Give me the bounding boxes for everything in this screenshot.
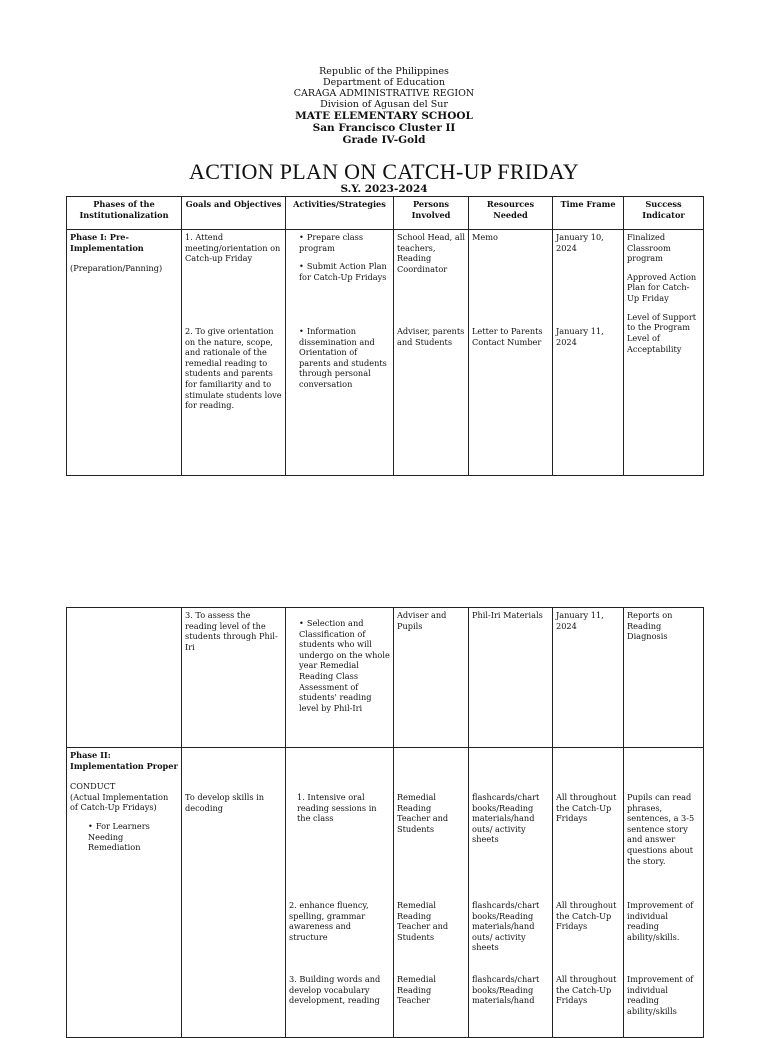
success-6: Improvement of individual reading ability/skills [627,974,694,1016]
phase1-subtitle: (Preparation/Panning) [70,263,163,274]
table-row [67,748,704,1038]
success-5: Improvement of individual reading ability/skills. [627,900,694,942]
resources-6: flashcards/chart books/Reading materials/hand [472,974,540,1006]
persons-6: Remedial Reading Teacher [397,974,436,1006]
success-cell [624,608,704,748]
resources-3: Phil-Iri Materials [472,610,543,620]
conduct-label: CONDUCT [70,781,116,792]
persons-2: Adviser, parents and Students [397,326,465,347]
timeframe-5: All throughout the Catch-Up Fridays [556,900,617,932]
activities-cell [286,748,394,1038]
header-republic: Republic of the Philippines [319,66,449,77]
success-cell [624,230,704,476]
column-header: Goals and Objectives [182,197,286,230]
table-row [67,608,704,748]
activity-4: 1. Intensive oral reading sessions in the class [297,792,377,824]
goal-1: 1. Attend meeting/orientation on Catch-up Friday [185,232,281,264]
table-header-row [67,197,704,230]
persons-4: Remedial Reading Teacher and Students [397,792,449,834]
column-header: Activities/Strategies [286,197,394,230]
timeframe-cell [553,748,624,1038]
activity-5: 2. enhance fluency, spelling, grammar awareness and structure [289,900,369,942]
column-header: Resources Needed [469,197,553,230]
timeframe-6: All throughout the Catch-Up Fridays [556,974,617,1006]
phase-cell [67,608,182,748]
header-cluster: San Francisco Cluster II [312,122,456,134]
phase-cell [67,230,182,476]
learners-label: • For Learners Needing Remediation [88,821,178,853]
activity-1b: • Submit Action Plan for Catch-Up Fridays [299,261,390,282]
school-year: S.Y. 2023-2024 [340,183,428,195]
activity-1a: • Prepare class program [299,232,390,253]
success-4: Pupils can read phrases, sentences, a 3-5 sentence story and answer questions about the story. [627,792,695,866]
timeframe-2: January 11, 2024 [556,326,604,347]
action-plan-table-page2 [66,607,704,1038]
goals-cell [182,608,286,748]
column-header: Success Indicator [624,197,704,230]
timeframe-1: January 10, 2024 [556,232,604,253]
persons-cell [394,608,469,748]
resources-2: Letter to Parents Contact Number [472,326,543,347]
column-header: Persons Involved [394,197,469,230]
success-2: Level of Support to the Program Level of Acceptability [627,311,697,354]
header-school: MATE ELEMENTARY SCHOOL [295,110,473,122]
resources-cell [469,230,553,476]
page-title: ACTION PLAN ON CATCH-UP FRIDAY [189,159,579,184]
goals-cell [182,230,286,476]
resources-cell [469,748,553,1038]
phase1-title: Phase I: Pre-Implementation [70,232,144,253]
column-header: Time Frame [553,197,624,230]
activities-cell [286,608,394,748]
header-division: Division of Agusan del Sur [320,99,448,110]
activities-cell [286,230,394,476]
goal-3: 3. To assess the reading level of the students through Phil-Iri [185,610,278,652]
persons-cell [394,748,469,1038]
table-row [67,230,704,476]
goal-4: To develop skills in decoding [185,792,265,813]
persons-5: Remedial Reading Teacher and Students [397,900,449,942]
resources-1: Memo [472,232,498,242]
activity-2: • Information dissemination and Orientation of parents and students through personal conversation [299,326,390,390]
success-3: Reports on Reading Diagnosis [627,610,673,642]
header-department: Department of Education [323,77,445,88]
conduct-subtitle: (Actual Implementation of Catch-Up Fridays) [70,791,169,813]
goal-2: 2. To give orientation on the nature, scope, and rationale of the remedial reading to students and parents for familiarity and to stimulate students love for reading. [185,326,282,411]
success-1a: Finalized Classroom program [627,232,671,264]
activity-3: • Selection and Classification of students who will undergo on the whole year Remedial Reading Class Assessment of students' reading level by Phil-Iri [299,618,390,713]
phase-cell [67,748,182,1038]
timeframe-3: January 11, 2024 [556,610,604,631]
persons-1: School Head, all teachers, Reading Coordinator [397,232,465,274]
persons-3: Adviser and Pupils [397,610,447,631]
success-cell [624,748,704,1038]
goals-cell [182,748,286,1038]
persons-cell [394,230,469,476]
action-plan-table-page1 [66,196,704,476]
phase2-title: Phase II: Implementation Proper [70,750,178,771]
resources-cell [469,608,553,748]
timeframe-4: All throughout the Catch-Up Fridays [556,792,617,824]
resources-4: flashcards/chart books/Reading materials/hand outs/ activity sheets [472,792,540,845]
timeframe-cell [553,608,624,748]
header-region: CARAGA ADMINISTRATIVE REGION [293,88,475,99]
activity-6: 3. Building words and develop vocabulary development, reading [289,974,381,1006]
resources-5: flashcards/chart books/Reading materials/hand outs/ activity sheets [472,900,540,953]
header-grade: Grade IV-Gold [342,134,426,146]
timeframe-cell [553,230,624,476]
column-header: Phases of the Institutionalization [67,197,182,230]
success-1b: Approved Action Plan for Catch-Up Friday [627,271,697,303]
